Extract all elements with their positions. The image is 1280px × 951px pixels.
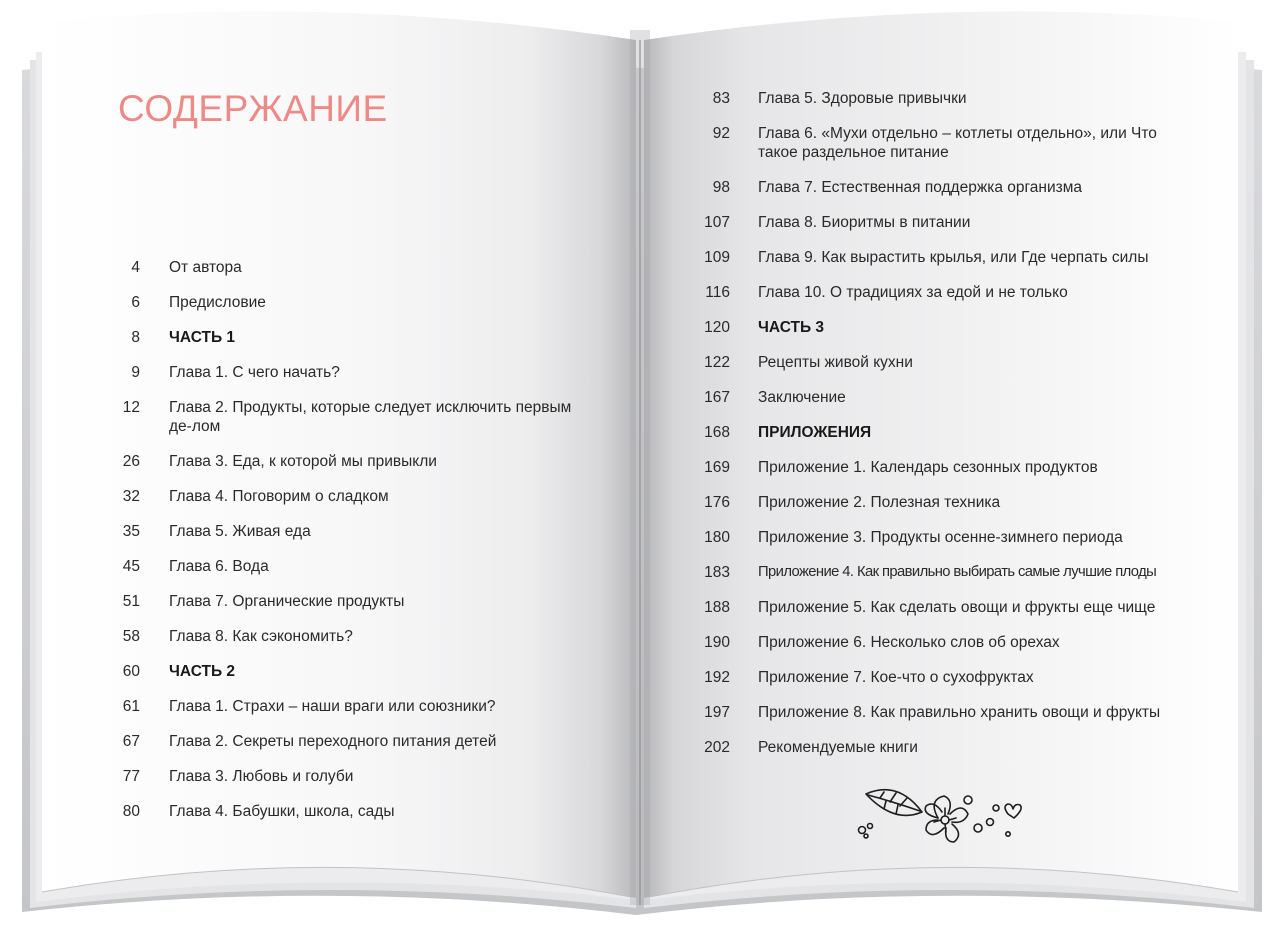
toc-page-number: 122 [704,354,730,371]
toc-entry-title: ЧАСТЬ 1 [169,329,236,346]
toc-entry-title: Глава 8. Биоритмы в питании [758,214,971,231]
toc-entry-title: Глава 8. Как сэкономить? [169,628,353,645]
toc-page-number: 26 [122,453,140,470]
toc-page-number: 192 [704,669,730,686]
toc-entry[interactable] [100,522,590,541]
toc-entry-title: Глава 1. Страхи – наши враги или союзники? [169,698,496,715]
toc-entry-title: Приложение 4. Как правильно выбирать самые лучшие плоды [758,564,1157,580]
toc-part-heading[interactable] [100,662,590,681]
toc-entry-title: Глава 6. Вода [169,558,269,575]
toc-entry-title: Приложение 3. Продукты осенне-зимнего периода [758,529,1123,546]
toc-entry[interactable] [690,598,1180,617]
toc-entry[interactable] [690,178,1180,197]
toc-entry-title: Глава 2. Продукты, которые следует исключить первым де-лом [169,399,572,435]
toc-entry[interactable] [100,592,590,611]
toc-entry-title: Глава 10. О традициях за едой и не только [758,284,1068,301]
toc-entry-title: Приложение 7. Кое-что о сухофруктах [758,669,1034,686]
flower-leaf-doodle-icon [850,778,1030,850]
toc-entry-title: Глава 4. Поговорим о сладком [169,488,389,505]
toc-entry[interactable] [100,452,590,471]
toc-entry[interactable] [690,248,1180,267]
toc-entry-title: Приложение 8. Как правильно хранить овощи и фрукты [758,704,1161,721]
toc-page-number: 107 [704,214,730,231]
toc-page-number: 60 [122,663,140,680]
toc-page-number: 80 [122,803,140,820]
toc-page-number: 61 [122,698,140,715]
toc-part-heading[interactable] [100,328,590,347]
toc-entry[interactable] [100,557,590,576]
toc-page-number: 190 [704,634,730,651]
toc-entry[interactable] [100,802,590,821]
toc-page-number: 51 [122,593,140,610]
toc-entry-title: ПРИЛОЖЕНИЯ [758,424,872,441]
toc-entry[interactable] [690,633,1180,652]
toc-entry-title: Предисловие [169,294,266,311]
toc-entry-title: Глава 7. Органические продукты [169,593,405,610]
toc-entry[interactable] [100,258,590,277]
toc-entry[interactable] [690,563,1180,582]
toc-entry[interactable] [690,213,1180,232]
toc-entry[interactable] [100,697,590,716]
toc-entry-title: Рекомендуемые книги [758,739,918,756]
toc-entry[interactable] [690,493,1180,512]
toc-entry[interactable] [690,388,1180,407]
toc-page-number: 120 [704,319,730,336]
toc-part-heading[interactable] [690,423,1180,442]
toc-entry[interactable] [690,703,1180,722]
toc-entry[interactable] [690,124,1180,162]
toc-entry[interactable] [100,487,590,506]
toc-entry-title: Рецепты живой кухни [758,354,913,371]
toc-entry[interactable] [690,89,1180,108]
toc-entry-title: Глава 5. Здоровые привычки [758,90,967,107]
toc-entry[interactable] [690,528,1180,547]
toc-page-number: 188 [704,599,730,616]
toc-page-number: 67 [122,733,140,750]
toc-entry-title: Глава 1. С чего начать? [169,364,340,381]
toc-page-number: 202 [704,739,730,756]
toc-right-list [690,89,1180,773]
toc-entry[interactable] [100,293,590,312]
toc-page-number: 77 [122,768,140,785]
toc-page-number: 4 [131,259,140,276]
toc-part-heading[interactable] [690,318,1180,337]
toc-page-number: 35 [122,523,140,540]
toc-entry[interactable] [690,458,1180,477]
toc-entry-title: Глава 3. Еда, к которой мы привыкли [169,453,437,470]
toc-entry-title: Глава 9. Как вырастить крылья, или Где черпать силы [758,249,1149,266]
toc-page-number: 9 [131,364,140,381]
toc-entry-title: ЧАСТЬ 3 [758,319,825,336]
page-title: СОДЕРЖАНИЕ [118,88,388,129]
toc-entry[interactable] [100,627,590,646]
toc-page-number: 176 [704,494,730,511]
toc-page-number: 169 [704,459,730,476]
toc-entry-title: Глава 4. Бабушки, школа, сады [169,803,395,820]
toc-entry-title: ЧАСТЬ 2 [169,663,236,680]
toc-page-number: 83 [712,90,730,107]
toc-page-number: 109 [704,249,730,266]
toc-entry[interactable] [100,398,590,436]
toc-entry-title: Глава 6. «Мухи отдельно – котлеты отдельно», или Что такое раздельное питание [758,125,1157,161]
toc-entry[interactable] [690,353,1180,372]
toc-entry-title: Глава 3. Любовь и голуби [169,768,354,785]
toc-page-number: 183 [704,564,730,581]
toc-page-number: 32 [122,488,140,505]
toc-entry[interactable] [100,732,590,751]
toc-entry[interactable] [690,738,1180,757]
toc-entry-title: Приложение 2. Полезная техника [758,494,1001,511]
toc-entry-title: Заключение [758,389,846,406]
toc-page-number: 116 [705,284,730,301]
toc-left-list [100,258,590,837]
toc-entry-title: От автора [169,259,242,276]
toc-page-number: 45 [122,558,140,575]
toc-entry[interactable] [100,363,590,382]
toc-page-number: 6 [131,294,140,311]
toc-page-number: 12 [122,399,140,416]
toc-entry-title: Глава 5. Живая еда [169,523,311,540]
toc-page-number: 98 [712,179,730,196]
toc-page-number: 197 [704,704,730,721]
toc-entry-title: Глава 7. Естественная поддержка организма [758,179,1083,196]
toc-page-number: 180 [704,529,730,546]
toc-page-number: 92 [712,125,730,142]
toc-page-number: 58 [122,628,140,645]
toc-page-number: 167 [704,389,730,406]
toc-entry[interactable] [690,668,1180,687]
toc-entry-title: Приложение 1. Календарь сезонных продуктов [758,459,1098,476]
toc-page-number: 168 [704,424,730,441]
toc-entry[interactable] [690,283,1180,302]
toc-entry-title: Приложение 6. Несколько слов об орехах [758,634,1060,651]
toc-entry[interactable] [100,767,590,786]
toc-entry-title: Глава 2. Секреты переходного питания детей [169,733,497,750]
toc-entry-title: Приложение 5. Как сделать овощи и фрукты еще чище [758,599,1156,616]
toc-page-number: 8 [131,329,140,346]
